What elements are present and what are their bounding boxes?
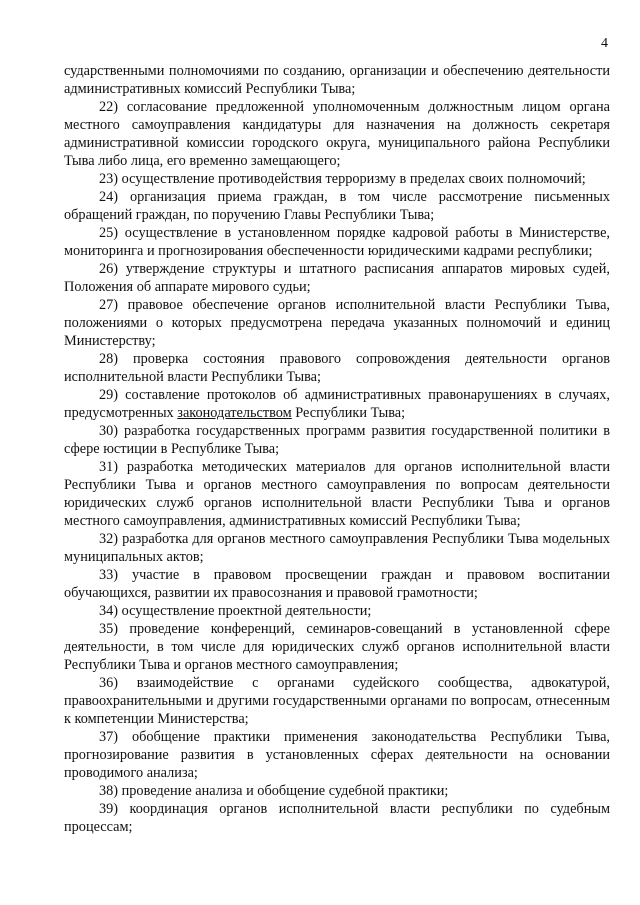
list-item-36: 36) взаимодействие с органами судейского сообщества, адвокатурой, правоохранительными и другими государственными органами по вопросам, отнесенным к компетенции Министерства; — [64, 675, 610, 727]
list-item-29-text: 29) составление протоколов об административных правонарушениях в случаях, предусмотренных — [64, 387, 610, 421]
page-number: 4 — [601, 36, 608, 51]
list-item-26: 26) утверждение структуры и штатного расписания аппаратов мировых судей, Положения об аппарате мирового судьи; — [64, 261, 610, 295]
list-item-29-text-after: Республики Тыва; — [295, 405, 406, 421]
list-item-22: 22) согласование предложенной уполномоченным должностным лицом органа местного самоуправления кандидатуры для назначения на должность секретаря административной комиссии городского округа, муниципального района Республики Тыва либо лица, его временно замещающего; — [64, 99, 610, 169]
list-item-29 — [64, 386, 610, 422]
list-item-34: 34) осуществление проектной деятельности; — [99, 603, 372, 619]
list-item-35: 35) проведение конференций, семинаров-совещаний в установленной сфере деятельности, в том числе для юридических служб органов исполнительной власти Республики Тыва и органов местного самоуправления; — [64, 621, 610, 673]
legislation-link[interactable]: законодательством — [177, 405, 292, 421]
list-item-27: 27) правовое обеспечение органов исполнительной власти Республики Тыва, положениями о которых предусмотрена передача указанных полномочий и единиц Министерству; — [64, 297, 610, 349]
list-item-32: 32) разработка для органов местного самоуправления Республики Тыва модельных муниципальных актов; — [64, 531, 610, 565]
list-item-25: 25) осуществление в установленном порядке кадровой работы в Министерстве, мониторинга и прогнозирования обеспеченности юридическими кадрами республики; — [64, 225, 610, 259]
intro-paragraph: сударственными полномочиями по созданию, организации и обеспечению деятельности административных комиссий Республики Тыва; — [64, 63, 610, 97]
list-item-33: 33) участие в правовом просвещении граждан и правовом воспитании обучающихся, развитии их правосознания и правовой грамотности; — [64, 567, 610, 601]
list-item-23: 23) осуществление противодействия терроризму в пределах своих полномочий; — [99, 171, 586, 187]
list-item-24: 24) организация приема граждан, в том числе рассмотрение письменных обращений граждан, по поручению Главы Республики Тыва; — [64, 189, 610, 223]
document-body — [64, 62, 610, 836]
list-item-30: 30) разработка государственных программ развития государственной политики в сфере юстиции в Республике Тыва; — [64, 423, 610, 457]
list-item-37: 37) обобщение практики применения законодательства Республики Тыва, прогнозирование развития в установленных сферах деятельности на основании проводимого анализа; — [64, 729, 610, 781]
list-item-38: 38) проведение анализа и обобщение судебной практики; — [99, 783, 449, 799]
list-item-31: 31) разработка методических материалов для органов исполнительной власти Республики Тыва и органов местного самоуправления по вопросам деятельности юридических служб органов исполнительной власти Республики Тыва и органов местного самоуправления, административных комиссий Республики Тыва; — [64, 459, 610, 529]
list-item-39: 39) координация органов исполнительной власти республики по судебным процессам; — [64, 801, 610, 835]
list-item-28: 28) проверка состояния правового сопровождения деятельности органов исполнительной власти Республики Тыва; — [64, 351, 610, 385]
